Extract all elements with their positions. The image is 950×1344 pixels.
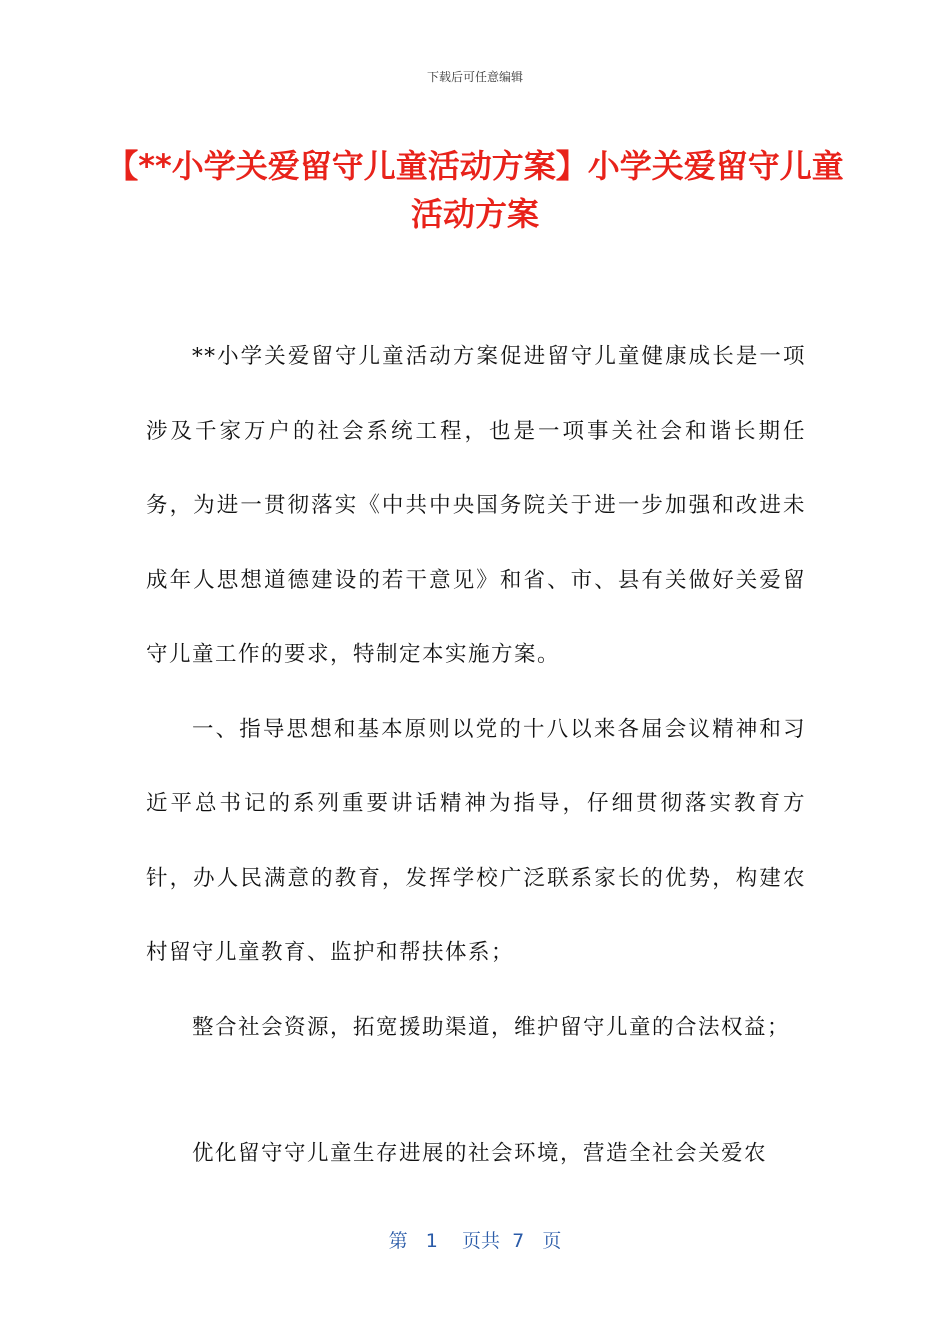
footer-middle: 页共 (462, 1230, 501, 1252)
paragraph-guiding-principles: 一、指导思想和基本原则以党的十八以来各届会议精神和习近平总书记的系列重要讲话精神为指导，仔细贯彻落实教育方针，办人民满意的教育，发挥学校广泛联系家长的优势，构建农村留守儿童教育、监护和帮扶体系； (146, 716, 806, 965)
document-title: 【**小学关爱留守儿童活动方案】小学关爱留守儿童活动方案 (106, 147, 844, 233)
total-pages-number: 7 (512, 1230, 525, 1252)
footer-prefix: 第 (388, 1230, 408, 1252)
paragraph-environment: 优化留守守儿童生存进展的社会环境，营造全社会关爱农 (192, 1141, 768, 1166)
paragraph-resources: 整合社会资源，拓宽援助渠道，维护留守儿童的合法权益； (192, 1014, 791, 1040)
footer-suffix: 页 (542, 1230, 562, 1252)
document-body (146, 320, 806, 1192)
paragraph-intro: **小学关爱留守儿童活动方案促进留守儿童健康成长是一项涉及千家万户的社会系统工程，也是一项事关社会和谐长期任务，为进一贯彻落实《中共中央国务院关于进一步加强和改进未成年人思想道德建设的若干意见》和省、市、县有关做好关爱留守儿童工作的要求，特制定本实施方案。 (146, 344, 806, 667)
header-note: 下载后可任意编辑 (426, 70, 523, 84)
page-footer (0, 1226, 950, 1253)
current-page-number: 1 (425, 1230, 438, 1252)
